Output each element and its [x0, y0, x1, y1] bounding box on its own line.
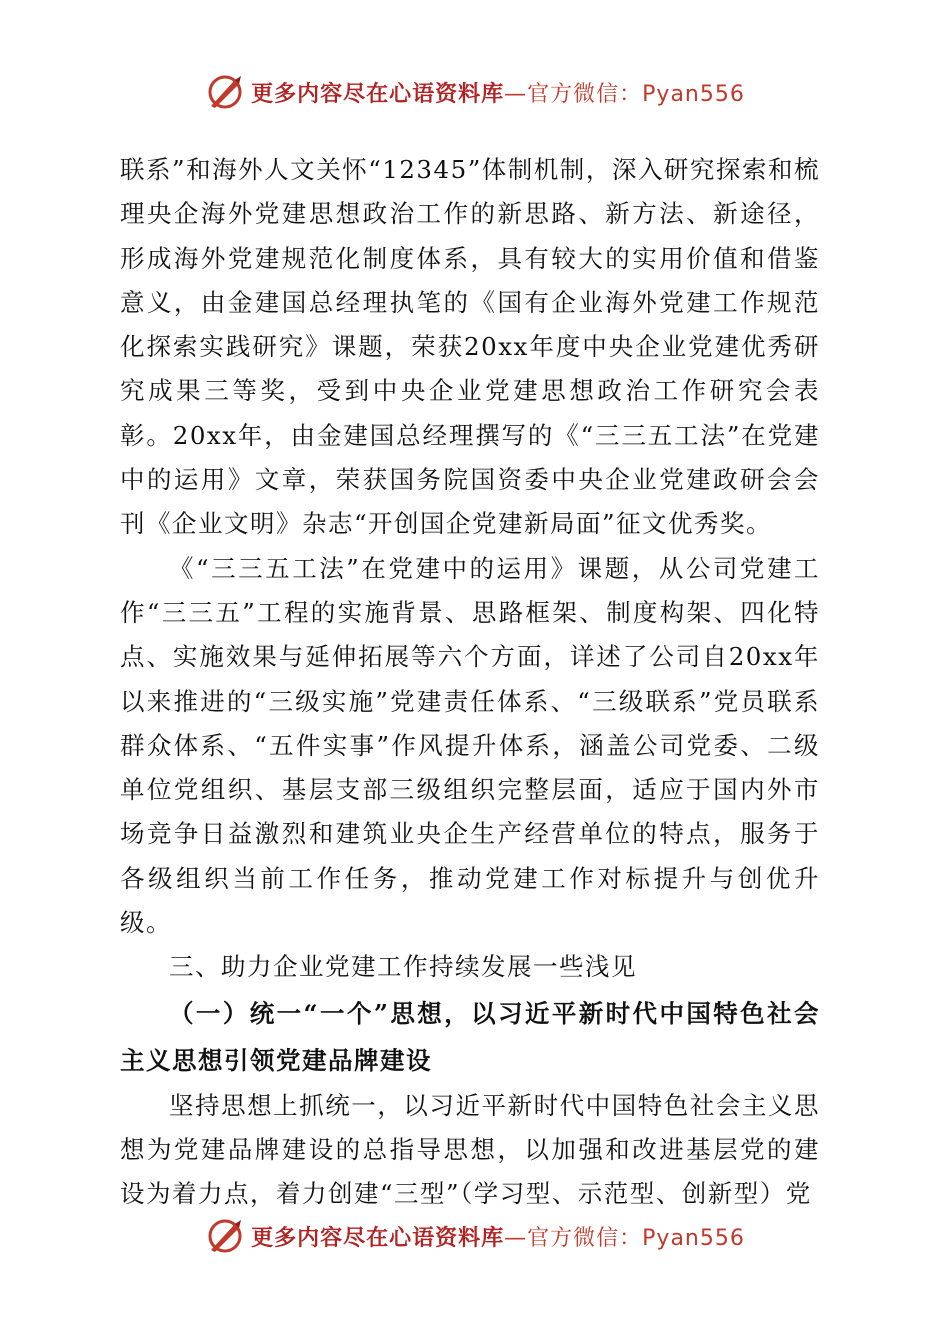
banner-text: [251, 1221, 745, 1252]
body-paragraph-3: 坚持思想上抓统一，以习近平新时代中国特色社会主义思想为党建品牌建设的总指导思想，以加强和改进基层党的建设为着力点，着力创建“三型”（学习型、示范型、创新型）党: [120, 1090, 820, 1209]
body-paragraph-2: 《“三三五工法”在党建中的运用》课题，从公司党建工作“三三五”工程的实施背景、思路框架、制度构架、四化特点、实施效果与延伸拓展等六个方面，详述了公司自20xx年以来推进的“三级实施”党建责任体系、“三级联系”党员联系群众体系、“五件实事”作风提升体系，涵盖公司党委、二级单位党组织、基层支部三级组织完整层面，适应于国内外市场竞争日益激烈和建筑业央企生产经营单位的特点，服务于各级组织当前工作任务，推动党建工作对标提升与创优升级。: [120, 553, 820, 938]
banner-contact: 官方微信：Pyan556: [527, 81, 745, 107]
banner-brand: 更多内容尽在心语资料库: [251, 1225, 505, 1251]
banner-dash: —: [504, 1225, 528, 1251]
pen-logo-icon: [205, 1216, 245, 1256]
pen-logo-icon: [205, 72, 245, 112]
subsection-heading: （一）统一“一个”思想，以习近平新时代中国特色社会主义思想引领党建品牌建设: [120, 998, 820, 1075]
banner-text: [251, 77, 745, 108]
banner-brand: 更多内容尽在心语资料库: [251, 81, 505, 107]
banner-dash: —: [504, 81, 528, 107]
banner-contact: 官方微信：Pyan556: [527, 1225, 745, 1251]
footer-banner: [0, 1214, 950, 1258]
document-body: [120, 148, 820, 1217]
section-heading: 三、助力企业党建工作持续发展一些浅见: [169, 952, 637, 982]
body-paragraph-1: 联系”和海外人文关怀“12345”体制机制，深入研究探索和梳理央企海外党建思想政治工作的新思路、新方法、新途径，形成海外党建规范化制度体系，具有较大的实用价值和借鉴意义，由金建国总经理执笔的《国有企业海外党建工作规范化探索实践研究》课题，荣获20xx年度中央企业党建优秀研究成果三等奖，受到中央企业党建思想政治工作研究会表彰。20xx年，由金建国总经理撰写的《“三三五工法”在党建中的运用》文章，荣获国务院国资委中央企业党建政研会会刊《企业文明》杂志“开创国企党建新局面”征文优秀奖。: [120, 155, 820, 539]
header-banner: [0, 70, 950, 114]
